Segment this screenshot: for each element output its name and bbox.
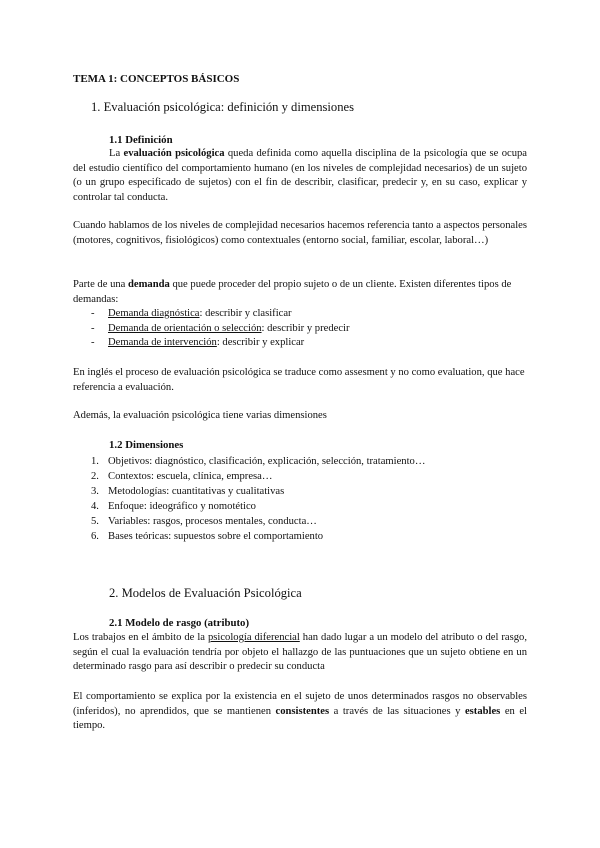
section-2-heading: 2. Modelos de Evaluación Psicológica — [109, 586, 302, 600]
list-number: 1. — [91, 456, 99, 467]
dash-bullet: - — [91, 337, 95, 349]
bold-term: demanda — [128, 279, 170, 290]
subsection-2-1-heading: 2.1 Modelo de rasgo (atributo) — [109, 617, 250, 629]
list-number: 4. — [91, 501, 99, 512]
list-item — [91, 454, 531, 469]
underlined-term: Demanda diagnóstica — [108, 308, 200, 319]
list-item — [91, 469, 531, 484]
demand-types-list — [91, 307, 531, 351]
text-run: : describir y explicar — [216, 337, 305, 349]
section-1-heading: 1. Evaluación psicológica: definición y dimensiones — [91, 100, 355, 114]
list-text: Bases teóricas: supuestos sobre el comportamiento — [108, 531, 324, 542]
text-run: han dado lugar a un modelo del atributo o del rasgo, según el cual la evaluación tendría por objeto el hallazgo de las puntuaciones que un sujeto obtiene en un determinado rasgo para así describir o predecir su conducta — [73, 632, 527, 673]
text-run: Parte de una — [73, 279, 129, 290]
list-number: 6. — [91, 531, 99, 542]
list-text: Enfoque: ideográfico y nomotético — [108, 501, 256, 512]
bold-term: consistentes — [275, 705, 330, 717]
bold-term: evaluación psicológica — [123, 148, 225, 159]
text-run: : describir y clasificar — [199, 308, 292, 319]
list-number: 5. — [91, 516, 99, 527]
underlined-term: Demanda de intervención — [108, 337, 217, 349]
list-text: Variables: rasgos, procesos mentales, conducta… — [108, 516, 317, 527]
text-run: en el tiempo. — [73, 705, 527, 732]
text-run: a través de las situaciones y — [329, 705, 465, 717]
text-run: que puede proceder del propio sujeto o de un cliente. Existen diferentes tipos de demandas: — [73, 279, 512, 305]
underlined-term: psicología diferencial — [207, 632, 300, 643]
list-text: Objetivos: diagnóstico, clasificación, explicación, selección, tratamiento… — [108, 456, 426, 467]
text-run: Los trabajos en el ámbito de la — [73, 632, 208, 643]
document-title: TEMA 1: CONCEPTOS BÁSICOS — [73, 73, 240, 85]
underlined-term: Demanda de orientación o selección — [108, 322, 262, 334]
list-number: 2. — [91, 471, 99, 482]
text-run: : describir y predecir — [261, 322, 350, 334]
list-item — [91, 336, 531, 351]
list-text: Contextos: escuela, clínica, empresa… — [108, 471, 273, 482]
text-run: La — [109, 148, 124, 159]
list-text: Metodologías: cuantitativas y cualitativas — [108, 486, 285, 497]
trait-model-paragraph — [73, 631, 527, 675]
subsection-1-1-heading: 1.1 Definición — [109, 134, 173, 146]
list-item — [91, 484, 531, 499]
text-run: El comportamiento se explica por la existencia en el sujeto de unos determinados rasgos no observables (inferidos), no aprendidos, que se mantienen — [73, 691, 527, 717]
behavior-explanation-paragraph — [73, 690, 527, 734]
text-run: queda definida como aquella disciplina de la psicología que se ocupa del estudio científico del comportamiento humano (en los niveles de complejidad necesarios) de un sujeto (o un grupo especificado de sujetos) con el fin de describir, clasificar, predecir y, en su caso, explicar y controlar tal conducta. — [73, 148, 527, 203]
bold-term: estables — [464, 705, 501, 717]
dimensions-list — [91, 454, 531, 544]
list-item — [91, 514, 531, 529]
list-number: 3. — [91, 486, 99, 497]
complexity-paragraph: Cuando hablamos de los niveles de complejidad necesarios hacemos referencia tanto a aspectos personales (motores, cognitivos, fisiológicos) como contextuales (entorno social, familiar, escolar, laboral…) — [73, 220, 527, 246]
subsection-1-2-heading: 1.2 Dimensiones — [109, 439, 184, 451]
list-item — [91, 322, 531, 337]
list-item — [91, 529, 531, 544]
dash-bullet: - — [91, 308, 95, 319]
list-item — [91, 307, 531, 322]
definition-paragraph — [73, 147, 527, 205]
english-translation-paragraph: En inglés el proceso de evaluación psicológica se traduce como assesment y no como evaluation, que hace referencia a evaluación. — [73, 367, 525, 393]
dimensions-intro-paragraph: Además, la evaluación psicológica tiene varias dimensiones — [73, 410, 327, 421]
list-item — [91, 499, 531, 514]
demand-paragraph — [73, 278, 533, 307]
dash-bullet: - — [91, 322, 95, 334]
